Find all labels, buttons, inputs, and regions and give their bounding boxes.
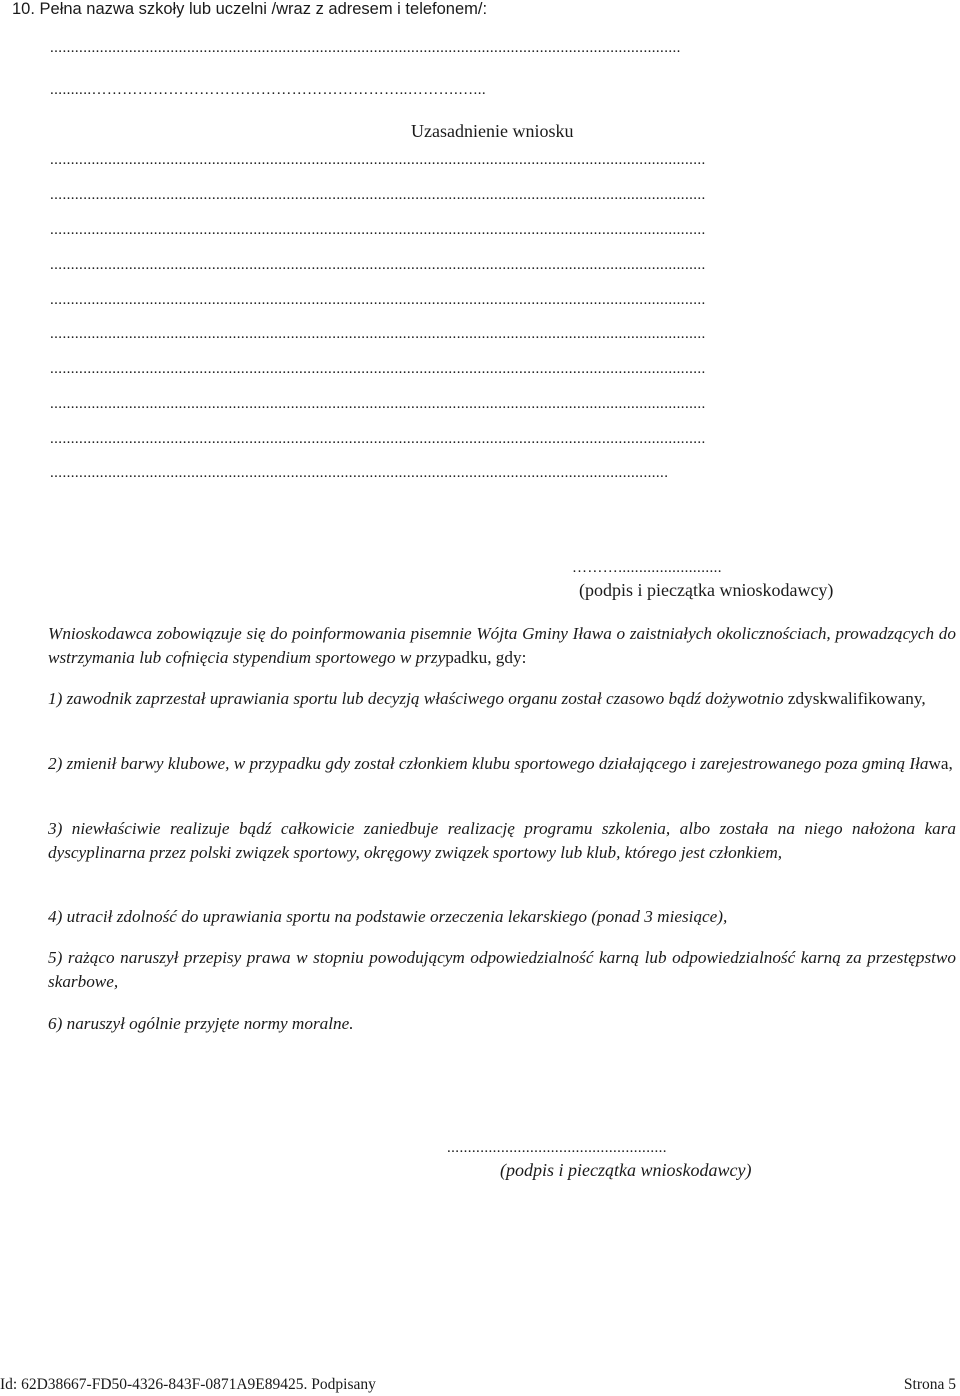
justification-line: .............................................................................................................................................................. <box>50 152 706 168</box>
obligation-item-text: 4) utracił zdolność do uprawiania sportu na podstawie orzeczenia lekarskiego (ponad 3 miesiące), <box>48 907 728 926</box>
obligation-item-text: 5) rażąco naruszył przepisy prawa w stopniu powodującym odpowiedzialność karną lub odpowiedzialność karną za przestępstwo skarbowe, <box>48 948 956 991</box>
obligation-item-text: 3) niewłaściwie realizuje bądź całkowicie zaniedbuje realizację programu szkolenia, albo została na niego nałożona kara dyscyplinarna przez polski związek sportowy, okręgowy związek sportowy lub klub, którego jest członkiem, <box>48 819 956 862</box>
obligation-item-3 <box>48 817 956 865</box>
obligation-item-6 <box>48 1012 956 1036</box>
justification-line: .............................................................................................................................................................. <box>50 292 706 308</box>
obligation-intro-italic: Wnioskodawca zobowiązuje się do poinformowania pisemnie Wójta Gminy Iława o zaistniałych okolicznościach, prowadzących do wstrzymania lub cofnięcia stypendium sportowego w przy <box>48 624 956 667</box>
applicant-signature-dots: ………......................... <box>572 560 722 576</box>
school-name-line-2: ..........……………………………………………………..……….…... <box>50 82 486 98</box>
obligation-item-upright-text: zdyskwalifikowany, <box>787 689 926 708</box>
obligation-intro <box>48 622 956 670</box>
justification-line: .............................................................................................................................................................. <box>50 187 706 203</box>
page-number-footer: Strona 5 <box>903 1376 956 1393</box>
obligation-item-2 <box>48 752 956 776</box>
justification-line: .............................................................................................................................................................. <box>50 361 706 377</box>
justification-title: Uzasadnienie wniosku <box>411 121 574 141</box>
obligation-item-5 <box>48 946 956 994</box>
justification-line: .............................................................................................................................................................. <box>50 396 706 412</box>
obligation-item-text: 2) zmienił barwy klubowe, w przypadku gdy został członkiem klubu sportowego działającego i zarejestrowanego poza gminą Iła <box>48 754 929 773</box>
applicant-signature-label: (podpis i pieczątka wnioskodawcy) <box>579 580 834 600</box>
obligation-item-upright-text: wa, <box>928 754 953 773</box>
justification-line: .............................................................................................................................................................. <box>50 222 706 238</box>
obligation-item-1 <box>48 687 956 711</box>
school-name-line-1: ........................................................................................................................................................ <box>50 40 681 56</box>
obligation-item-text: 6) naruszył ogólnie przyjęte normy moralne. <box>48 1014 354 1033</box>
justification-line: ..................................................................................................................................................... <box>50 465 669 481</box>
justification-line: .............................................................................................................................................................. <box>50 431 706 447</box>
obligation-intro-upright: padku, gdy: <box>445 648 527 667</box>
justification-line: .............................................................................................................................................................. <box>50 326 706 342</box>
obligation-item-text: 1) zawodnik zaprzestał uprawiania sportu lub decyzją właściwego organu został czasowo bądź dożywotnio <box>48 689 788 708</box>
justification-line: .............................................................................................................................................................. <box>50 257 706 273</box>
document-id-footer: Id: 62D38667-FD50-4326-843F-0871A9E89425. Podpisany <box>0 1376 376 1393</box>
applicant-signature-label: (podpis i pieczątka wnioskodawcy) <box>500 1160 752 1180</box>
school-name-field-label: 10. Pełna nazwa szkoły lub uczelni /wraz z adresem i telefonem/: <box>12 0 488 18</box>
applicant-signature-dots: ..................................................... <box>447 1140 667 1156</box>
obligation-item-4 <box>48 905 956 929</box>
